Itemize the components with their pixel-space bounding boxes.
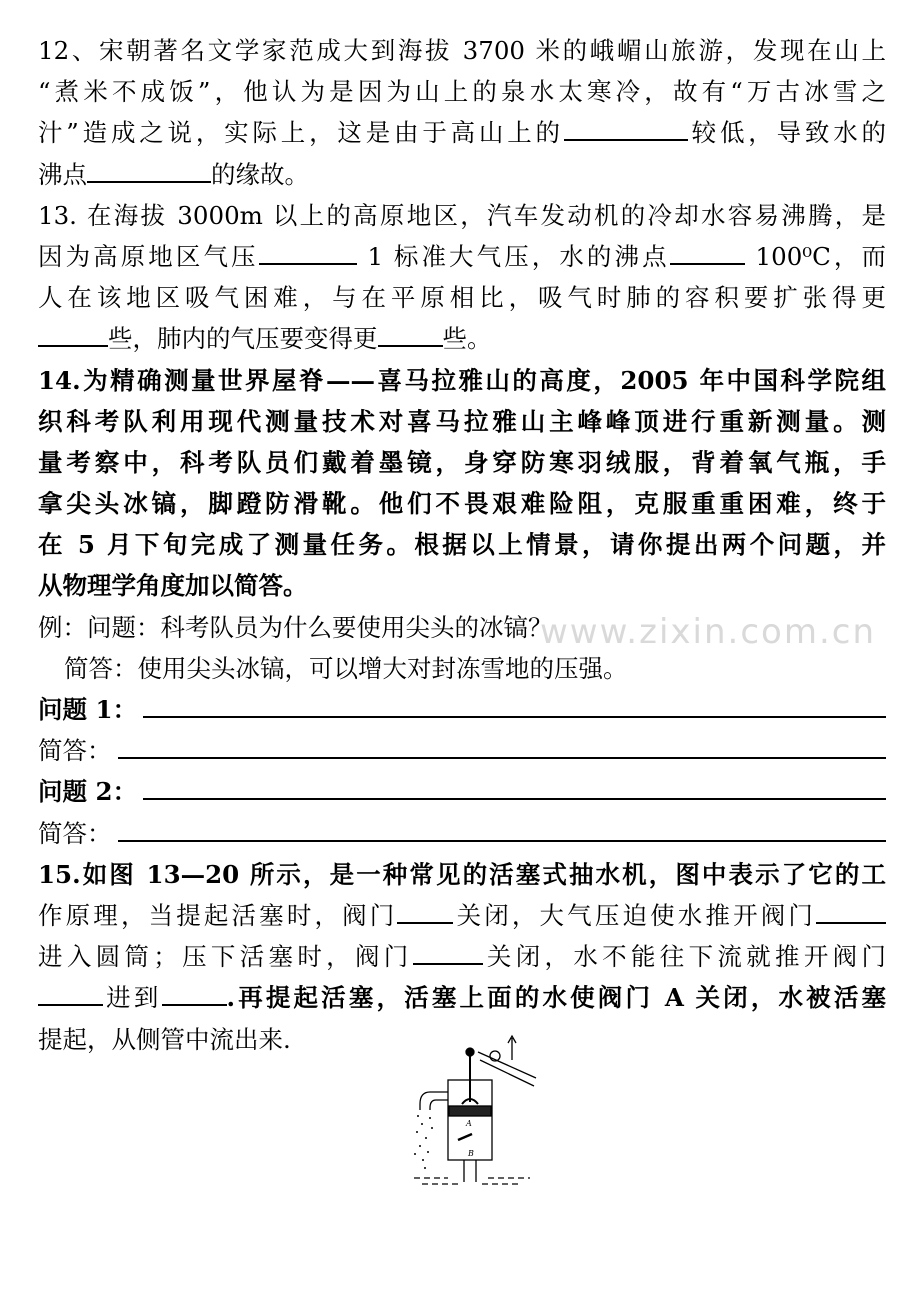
- question-12: [38, 30, 886, 195]
- valve-b: [458, 1134, 472, 1140]
- outlet-spout: [420, 1092, 448, 1110]
- piston-pump-figure: [408, 1030, 538, 1190]
- suction-pipe: [464, 1160, 476, 1182]
- q14-line-4: 拿尖头冰镐，脚蹬防滑靴。他们不畏艰难险阻，克服重重困难，终于: [38, 489, 886, 519]
- question-15: [38, 854, 886, 1060]
- q14-question-1-row: [38, 689, 886, 730]
- q14-line-3: 量考察中，科考队员们戴着墨镜，身穿防寒羽绒服，背着氧气瓶，手: [38, 447, 886, 477]
- q14-line-5: 在 5 月下旬完成了测量任务。根据以上情景，请你提出两个问题，并: [38, 530, 886, 560]
- q14-line-1: 14.为精确测量世界屋脊——喜马拉雅山的高度，2005 年中国科学院组: [38, 365, 886, 395]
- q13-line-4: [38, 318, 886, 359]
- q12-line-1: 12、宋朝著名文学家范成大到海拔 3700 米的峨嵋山旅游，发现在山上: [38, 36, 886, 65]
- water-drops: [414, 1115, 433, 1169]
- q14-answer-2-row: [38, 813, 886, 854]
- q14-question-2-row: [38, 771, 886, 812]
- q12-text: 的缘故。: [211, 159, 309, 189]
- q14-line-2: 织科考队利用现代测量技术对喜马拉雅山主峰峰顶进行重新测量。测: [38, 406, 886, 436]
- q13-blank-1[interactable]: [259, 262, 357, 265]
- watermark: www.zixin.com.cn: [540, 612, 876, 652]
- q13-text: 1 标准大气压，水的沸点: [356, 241, 670, 271]
- figure-label-b: B: [468, 1149, 474, 1158]
- water-surface: [414, 1178, 530, 1184]
- q15-blank-5[interactable]: [162, 1003, 227, 1006]
- q15-blank-2[interactable]: [816, 921, 886, 924]
- q14-question-2-blank[interactable]: [143, 772, 886, 800]
- q13-blank-3[interactable]: [38, 344, 108, 347]
- question-14: [38, 360, 886, 607]
- q15-line-5: 提起，从侧管中流出来.: [38, 1024, 291, 1054]
- q12-line-4: [38, 154, 886, 195]
- q14-answer-2-label: 简答：: [38, 818, 112, 848]
- q12-blank-1[interactable]: [564, 138, 688, 141]
- q15-text: 作原理，当提起活塞时，阀门: [38, 900, 398, 930]
- q14-answer-1-blank[interactable]: [118, 731, 887, 759]
- q13-blank-4[interactable]: [378, 344, 443, 347]
- piston: [449, 1106, 491, 1116]
- q14-answer-1-row: [38, 730, 886, 771]
- q13-line-2: [38, 236, 886, 277]
- q15-blank-1[interactable]: [397, 921, 453, 924]
- pump-handle: [478, 1052, 536, 1078]
- rod-top: [466, 1048, 474, 1056]
- q12-line-2: “煮米不成饭”，他认为是因为山上的泉水太寒冷，故有“万古冰雪之: [38, 77, 886, 107]
- q15-line-3: [38, 936, 886, 977]
- q12-text: 沸点: [38, 159, 87, 189]
- q12-text: 汁”造成之说，实际上，这是由于高山上的: [38, 118, 564, 148]
- q13-text: 100⁰C，而: [744, 241, 886, 271]
- q13-line-1: 13. 在海拔 3000m 以上的高原地区，汽车发动机的冷却水容易沸腾，是: [38, 200, 886, 230]
- question-13: [38, 195, 886, 360]
- q13-blank-2[interactable]: [670, 262, 745, 265]
- q15-blank-3[interactable]: [413, 962, 483, 965]
- q15-text: 进入圆筒；压下活塞时，阀门: [38, 942, 413, 972]
- arrow-up-icon: [508, 1036, 516, 1060]
- q15-line-2: [38, 895, 886, 936]
- figure-label-a: A: [466, 1119, 472, 1128]
- q15-blank-4[interactable]: [38, 1003, 103, 1006]
- q12-line-3: [38, 112, 886, 153]
- q14-example-answer: 简答：使用尖头冰镐，可以增大对封冻雪地的压强。: [64, 653, 628, 683]
- q12-blank-2[interactable]: [87, 180, 211, 183]
- q14-question-1-label: 问题 1：: [38, 695, 138, 724]
- q13-text: 因为高原地区气压: [38, 241, 259, 271]
- q14-example-question: 例：问题：科考队员为什么要使用尖头的冰镐？: [38, 612, 553, 642]
- q15-text: 进到: [103, 983, 162, 1013]
- q13-text: 些，肺内的气压要变得更: [108, 324, 378, 354]
- q13-text: 些。: [442, 324, 492, 354]
- q15-text: 关闭，大气压迫使水推开阀门: [453, 900, 817, 930]
- q15-line-1: 15.如图 13—20 所示，是一种常见的活塞式抽水机，图中表示了它的工: [38, 859, 886, 889]
- q13-line-3: 人在该地区吸气困难，与在平原相比，吸气时肺的容积要扩张得更: [38, 283, 886, 313]
- q14-answer-1-label: 简答：: [38, 736, 112, 766]
- q15-line-4: [38, 977, 886, 1018]
- q14-question-1-blank[interactable]: [143, 690, 886, 718]
- q14-answer-2-blank[interactable]: [118, 814, 887, 842]
- worksheet-page: [38, 30, 886, 1060]
- q15-text: .再提起活塞，活塞上面的水使阀门 A 关闭，水被活塞: [226, 983, 886, 1013]
- q14-question-2-label: 问题 2：: [38, 777, 138, 807]
- q14-line-6: 从物理学角度加以简答。: [38, 571, 308, 601]
- q12-text: 较低，导致水的: [687, 118, 886, 148]
- q15-text: 关闭，水不能往下流就推开阀门: [482, 942, 886, 972]
